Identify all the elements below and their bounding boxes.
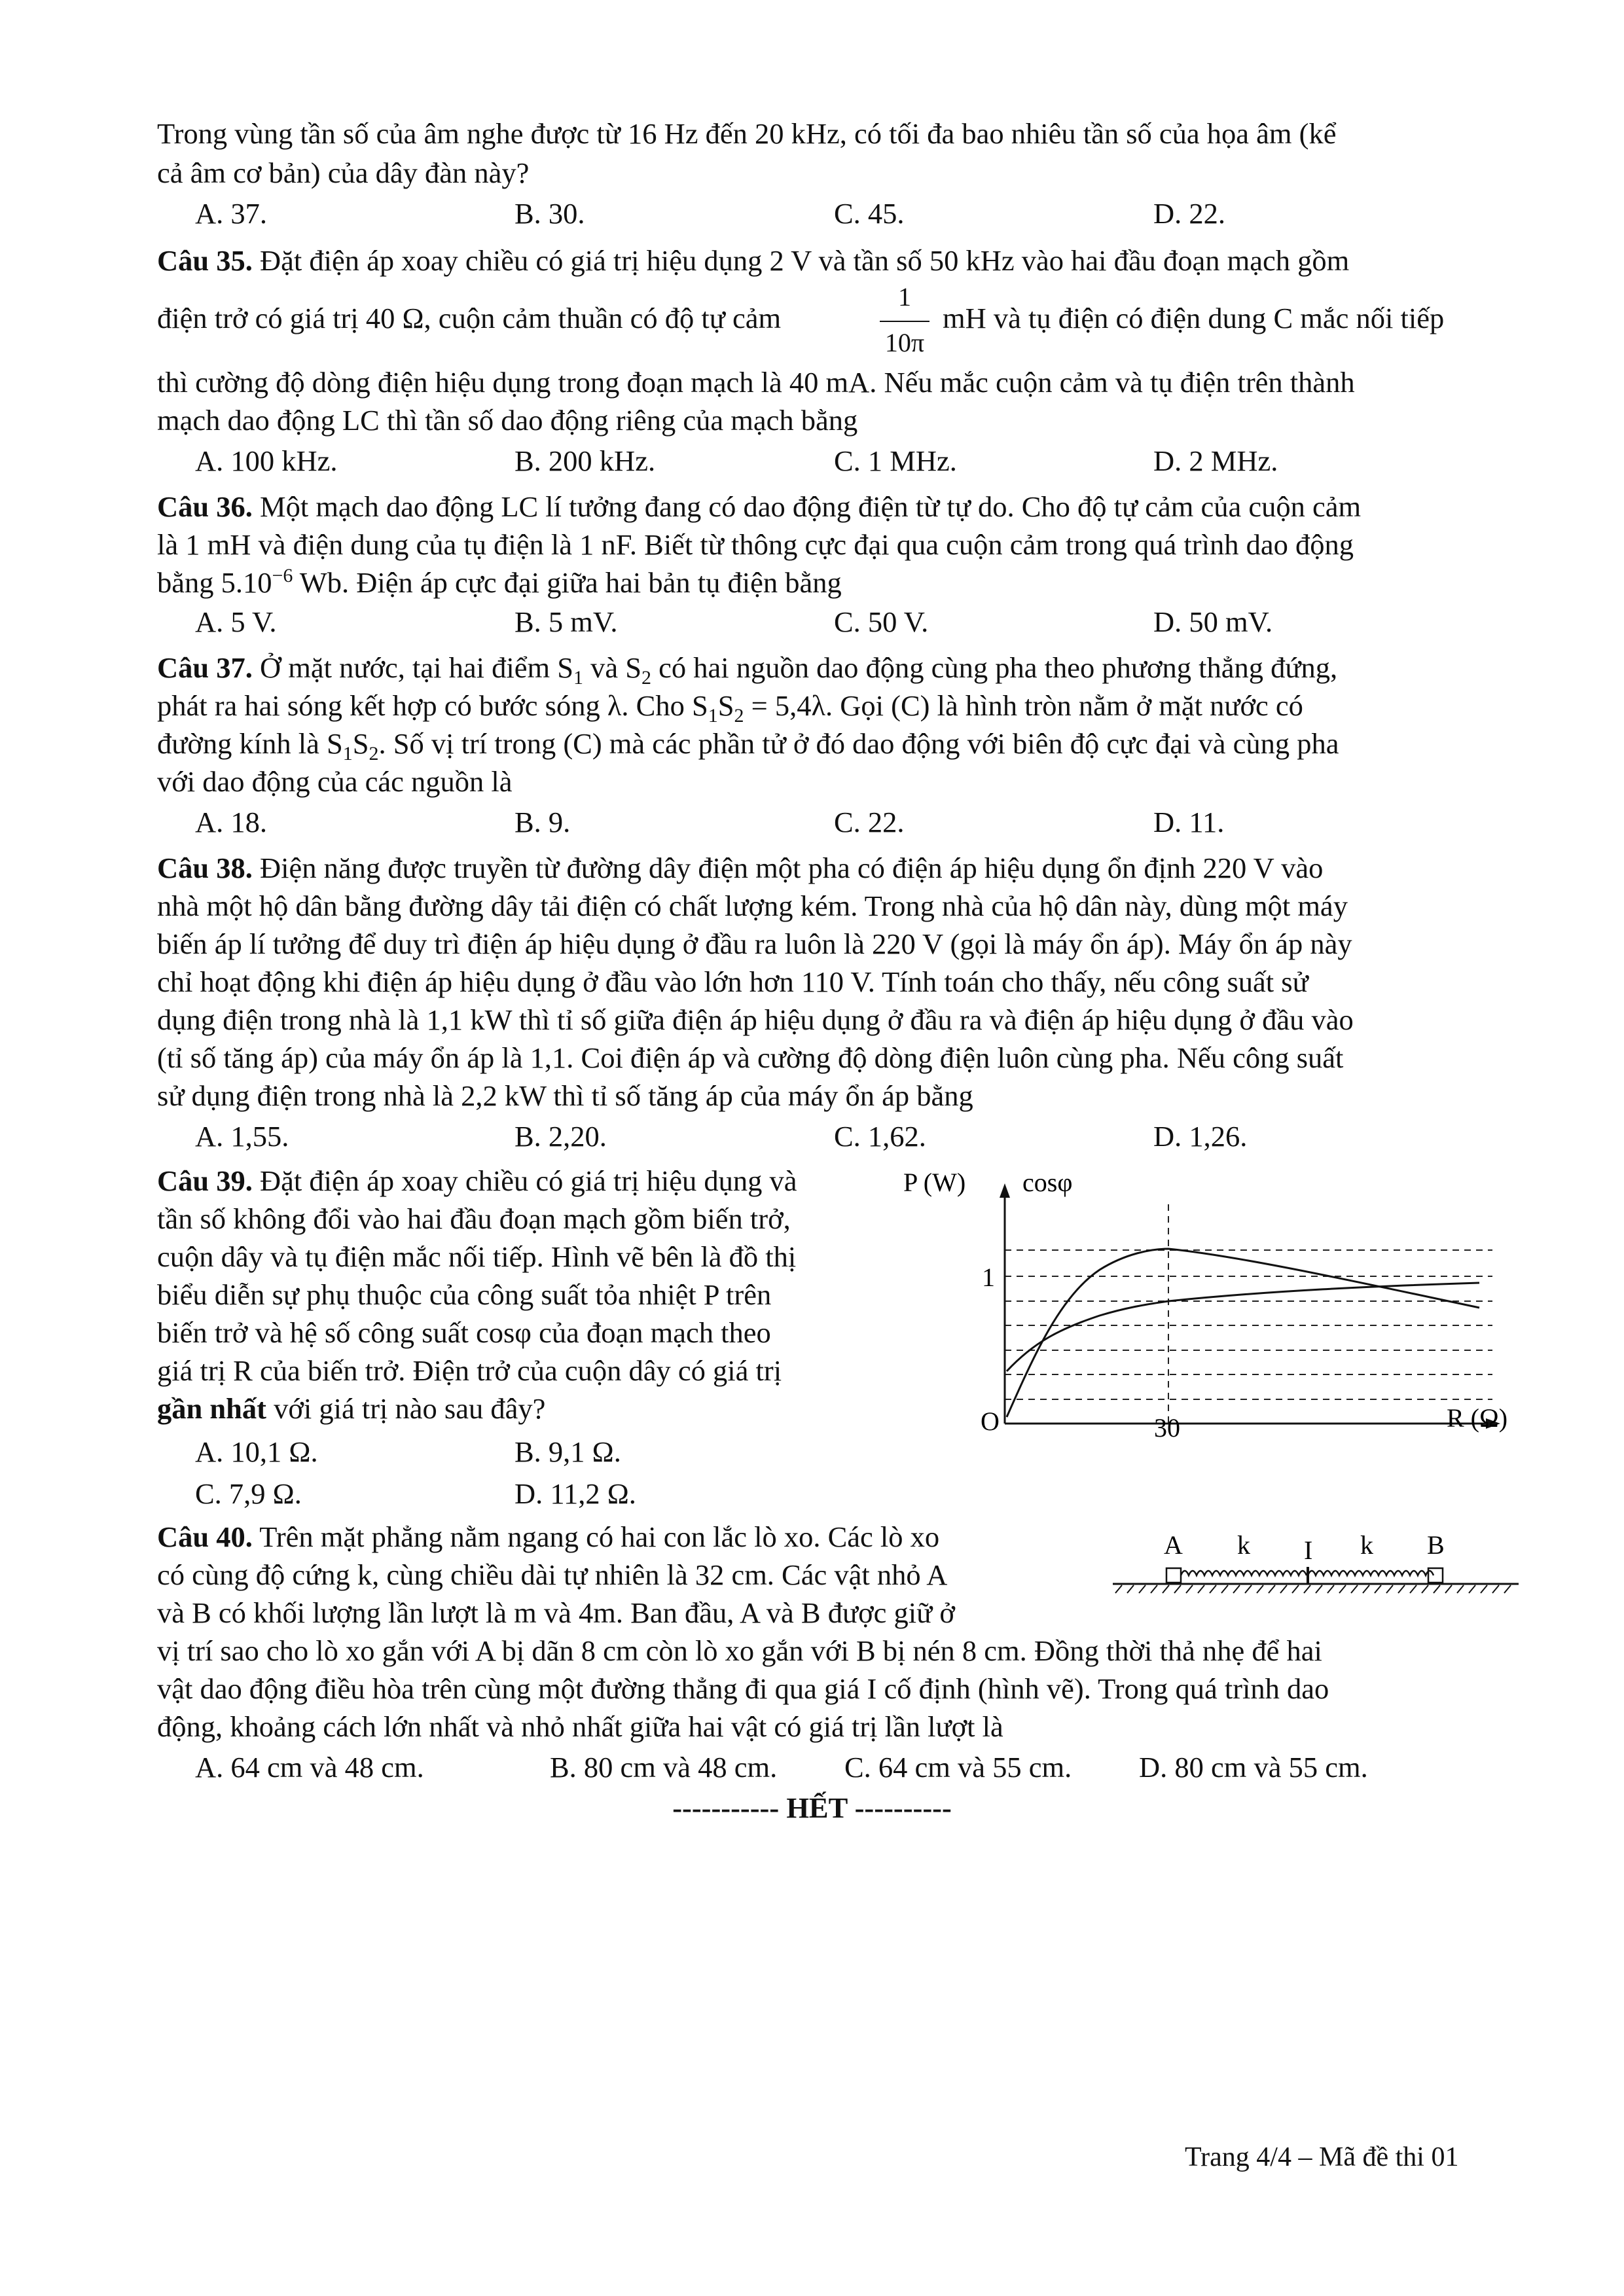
- mass-a: [1166, 1568, 1181, 1583]
- q36-line-3: [157, 564, 842, 601]
- q35-line-2a: điện trở có giá trị 40 Ω, cuộn cảm thuần có độ tự cảm: [157, 302, 782, 334]
- q40-line-4: vị trí sao cho lò xo gắn với A bị dãn 8 cm còn lò xo gắn với B bị nén 8 cm. Đồng thời thả nhẹ để hai: [157, 1634, 1322, 1667]
- q40-text-1: Trên mặt phẳng nằm ngang có hai con lắc lò xo. Các lò xo: [259, 1520, 940, 1553]
- q35-option-b[interactable]: B. 200 kHz.: [514, 444, 656, 477]
- q37-line-1: [157, 649, 1338, 689]
- cos-phi-curve: [1007, 1283, 1479, 1371]
- q39-line-7: [157, 1390, 545, 1427]
- spring-left: [1181, 1571, 1307, 1575]
- figure-label-b: B: [1427, 1530, 1445, 1560]
- q34-line-2: cả âm cơ bản) của dây đàn này?: [157, 156, 530, 189]
- figure-label-i: I: [1304, 1535, 1313, 1565]
- q40-line-6: động, khoảng cách lớn nhất và nhỏ nhất giữa hai vật có giá trị lần lượt là: [157, 1710, 1003, 1743]
- q38-line-2: nhà một hộ dân bằng đường dây tải điện có chất lượng kém. Trong nhà của hộ dân này, dùng một máy: [157, 889, 1348, 922]
- q37-option-d[interactable]: D. 11.: [1153, 806, 1225, 838]
- q36-text-3b: Wb. Điện áp cực đại giữa hai bản tụ điện bằng: [293, 566, 842, 599]
- power-curve: [1007, 1249, 1479, 1417]
- q35-label: Câu 35.: [157, 244, 253, 277]
- q37-sub-5: 1: [342, 742, 353, 764]
- q40-line-2: có cùng độ cứng k, cùng chiều dài tự nhiên là 32 cm. Các vật nhỏ A: [157, 1558, 948, 1591]
- q34-option-b[interactable]: B. 30.: [514, 197, 585, 230]
- q39-label: Câu 39.: [157, 1164, 253, 1197]
- q35-frac-num: 1: [898, 282, 911, 312]
- q37-text-3b: S: [352, 727, 369, 760]
- q37-text-3c: . Số vị trí trong (C) mà các phần tử ở đó dao động với biên độ cực đại và cùng pha: [378, 727, 1339, 760]
- q37-text-2b: S: [717, 689, 734, 722]
- q34-option-d[interactable]: D. 22.: [1153, 197, 1226, 230]
- q37-option-b[interactable]: B. 9.: [514, 806, 571, 838]
- q36-option-c[interactable]: C. 50 V.: [834, 605, 929, 638]
- figure-label-a: A: [1164, 1530, 1183, 1560]
- q37-line-2: [157, 687, 1303, 724]
- q37-text-1a: Ở mặt nước, tại hai điểm S: [260, 651, 573, 684]
- q39-option-a[interactable]: A. 10,1 Ω.: [195, 1435, 318, 1468]
- q35-option-d[interactable]: D. 2 MHz.: [1153, 444, 1278, 477]
- q34-option-a[interactable]: A. 37.: [195, 197, 268, 230]
- q37-sub-6: 2: [369, 742, 379, 764]
- figure-label-k1: k: [1237, 1530, 1250, 1560]
- q35-line-1: [157, 242, 1349, 279]
- spring-right: [1308, 1571, 1434, 1575]
- q39-option-c[interactable]: C. 7,9 Ω.: [195, 1477, 302, 1510]
- q39-graph: [903, 1165, 1532, 1446]
- q37-sub-2: 2: [641, 666, 651, 689]
- q38-option-a[interactable]: A. 1,55.: [195, 1120, 289, 1153]
- q38-label: Câu 38.: [157, 852, 253, 884]
- q38-option-b[interactable]: B. 2,20.: [514, 1120, 607, 1153]
- q36-option-a[interactable]: A. 5 V.: [195, 605, 277, 638]
- q36-line-1: [157, 488, 1361, 525]
- q38-line-7: sử dụng điện trong nhà là 2,2 kW thì tỉ số tăng áp của máy ổn áp bằng: [157, 1079, 973, 1112]
- q39-line-4: biểu diễn sự phụ thuộc của công suất tỏa nhiệt P trên: [157, 1278, 772, 1311]
- graph-x-tick-30: 30: [1154, 1413, 1180, 1443]
- q40-option-c[interactable]: C. 64 cm và 55 cm.: [844, 1751, 1072, 1784]
- q37-label: Câu 37.: [157, 651, 253, 684]
- q38-option-c[interactable]: C. 1,62.: [834, 1120, 926, 1153]
- q40-spring-figure: [1113, 1528, 1519, 1600]
- q35-line-3: thì cường độ dòng điện hiệu dụng trong đoạn mạch là 40 mA. Nếu mắc cuộn cảm và tụ điện trên thành: [157, 366, 1355, 399]
- graph-y-label-left: P (W): [903, 1168, 966, 1197]
- q37-sub-4: 2: [734, 704, 744, 726]
- q35-option-a[interactable]: A. 100 kHz.: [195, 444, 338, 477]
- q35-option-c[interactable]: C. 1 MHz.: [834, 444, 957, 477]
- graph-y-tick-1: 1: [982, 1263, 995, 1292]
- q37-line-4: với dao động của các nguồn là: [157, 765, 513, 798]
- q40-line-3: và B có khối lượng lần lượt là m và 4m. Ban đầu, A và B được giữ ở: [157, 1596, 955, 1629]
- q36-exponent: −6: [272, 565, 293, 587]
- q37-text-2c: = 5,4λ. Gọi (C) là hình tròn nằm ở mặt nước có: [744, 689, 1303, 722]
- q39-option-b[interactable]: B. 9,1 Ω.: [514, 1435, 621, 1468]
- end-mark: ----------- HẾT ----------: [672, 1791, 952, 1824]
- y-axis-arrow: [1000, 1183, 1010, 1198]
- q37-line-3: [157, 725, 1339, 762]
- q38-line-5: dụng điện trong nhà là 1,1 kW thì tỉ số giữa điện áp hiệu dụng ở đầu ra và điện áp hiệu dụng ở đầu vào: [157, 1003, 1354, 1036]
- q35-frac-bar: [880, 321, 929, 322]
- q38-option-d[interactable]: D. 1,26.: [1153, 1120, 1248, 1153]
- q37-text-1c: có hai nguồn dao động cùng pha theo phương thẳng đứng,: [651, 651, 1338, 684]
- q37-text-2a: phát ra hai sóng kết hợp có bước sóng λ. Cho S: [157, 689, 708, 722]
- q35-line-2b: mH và tụ điện có điện dung C mắc nối tiếp: [943, 302, 1445, 334]
- q38-line-1: [157, 850, 1323, 886]
- q36-option-b[interactable]: B. 5 mV.: [514, 605, 618, 638]
- q35-line-4: mạch dao động LC thì tần số dao động riêng của mạch bằng: [157, 404, 858, 437]
- figure-label-k2: k: [1360, 1530, 1373, 1560]
- q38-text-1: Điện năng được truyền từ đường dây điện một pha có điện áp hiệu dụng ổn định 220 V vào: [260, 852, 1324, 884]
- q38-line-3: biến áp lí tưởng để duy trì điện áp hiệu dụng ở đầu ra luôn là 220 V (gọi là máy ổn áp). Máy ổn áp này: [157, 927, 1352, 960]
- q35-text-1: Đặt điện áp xoay chiều có giá trị hiệu dụng 2 V và tần số 50 kHz vào hai đầu đoạn mạch gồm: [260, 244, 1350, 277]
- q37-sub-3: 1: [708, 704, 718, 726]
- page-footer: Trang 4/4 – Mã đề thi 01: [1185, 2142, 1459, 2172]
- q39-line-6: giá trị R của biến trở. Điện trở của cuộn dây có giá trị: [157, 1354, 782, 1387]
- q40-line-1: [157, 1518, 939, 1555]
- q39-text-1: Đặt điện áp xoay chiều có giá trị hiệu dụng và: [260, 1164, 797, 1197]
- q39-line-3: cuộn dây và tụ điện mắc nối tiếp. Hình vẽ bên là đồ thị: [157, 1240, 797, 1273]
- q39-bold-phrase: gần nhất: [157, 1392, 266, 1425]
- q37-text-3a: đường kính là S: [157, 727, 343, 760]
- q36-option-d[interactable]: D. 50 mV.: [1153, 605, 1273, 638]
- ground-hatching: [1115, 1585, 1511, 1593]
- q36-text-3a: bằng 5.10: [157, 566, 272, 599]
- graph-y-label-right: cosφ: [1022, 1168, 1073, 1197]
- graph-origin: O: [981, 1407, 1000, 1436]
- q35-frac-den: 10π: [884, 328, 925, 357]
- graph-x-label: R (Ω): [1447, 1403, 1508, 1433]
- q40-option-d[interactable]: D. 80 cm và 55 cm.: [1139, 1751, 1368, 1784]
- q36-text-1: Một mạch dao động LC lí tưởng đang có dao động điện từ tự do. Cho độ tự cảm của cuộn cảm: [260, 490, 1362, 523]
- q39-line-5: biến trở và hệ số công suất cosφ của đoạn mạch theo: [157, 1316, 771, 1349]
- q39-line-1: [157, 1162, 797, 1199]
- q37-sub-1: 1: [573, 666, 583, 689]
- q38-line-6: (tỉ số tăng áp) của máy ổn áp là 1,1. Coi điện áp và cường độ dòng điện luôn cùng pha. Nếu công suất: [157, 1041, 1344, 1074]
- q35-fraction: [880, 281, 929, 360]
- q37-option-a[interactable]: A. 18.: [195, 806, 268, 838]
- q40-label: Câu 40.: [157, 1520, 253, 1553]
- q37-text-1b: và S: [583, 651, 641, 684]
- q39-text-7: với giá trị nào sau đây?: [266, 1392, 546, 1425]
- q40-option-b[interactable]: B. 80 cm và 48 cm.: [550, 1751, 778, 1784]
- q40-line-5: vật dao động điều hòa trên cùng một đường thẳng đi qua giá I cố định (hình vẽ). Trong quá trình dao: [157, 1672, 1329, 1705]
- q39-line-2: tần số không đổi vào hai đầu đoạn mạch gồm biến trở,: [157, 1202, 791, 1235]
- q40-option-a[interactable]: A. 64 cm và 48 cm.: [195, 1751, 424, 1784]
- q36-label: Câu 36.: [157, 490, 253, 523]
- q39-option-d[interactable]: D. 11,2 Ω.: [514, 1477, 636, 1510]
- q37-option-c[interactable]: C. 22.: [834, 806, 905, 838]
- q36-line-2: là 1 mH và điện dung của tụ điện là 1 nF. Biết từ thông cực đại qua cuộn cảm trong quá trình dao động: [157, 528, 1354, 561]
- q39-grid: [1005, 1204, 1492, 1424]
- q34-line-1: Trong vùng tần số của âm nghe được từ 16 Hz đến 20 kHz, có tối đa bao nhiêu tần số của họa âm (kể: [157, 117, 1337, 150]
- q38-line-4: chỉ hoạt động khi điện áp hiệu dụng ở đầu vào lớn hơn 110 V. Tính toán cho thấy, nếu công suất sử: [157, 965, 1308, 998]
- q34-option-c[interactable]: C. 45.: [834, 197, 905, 230]
